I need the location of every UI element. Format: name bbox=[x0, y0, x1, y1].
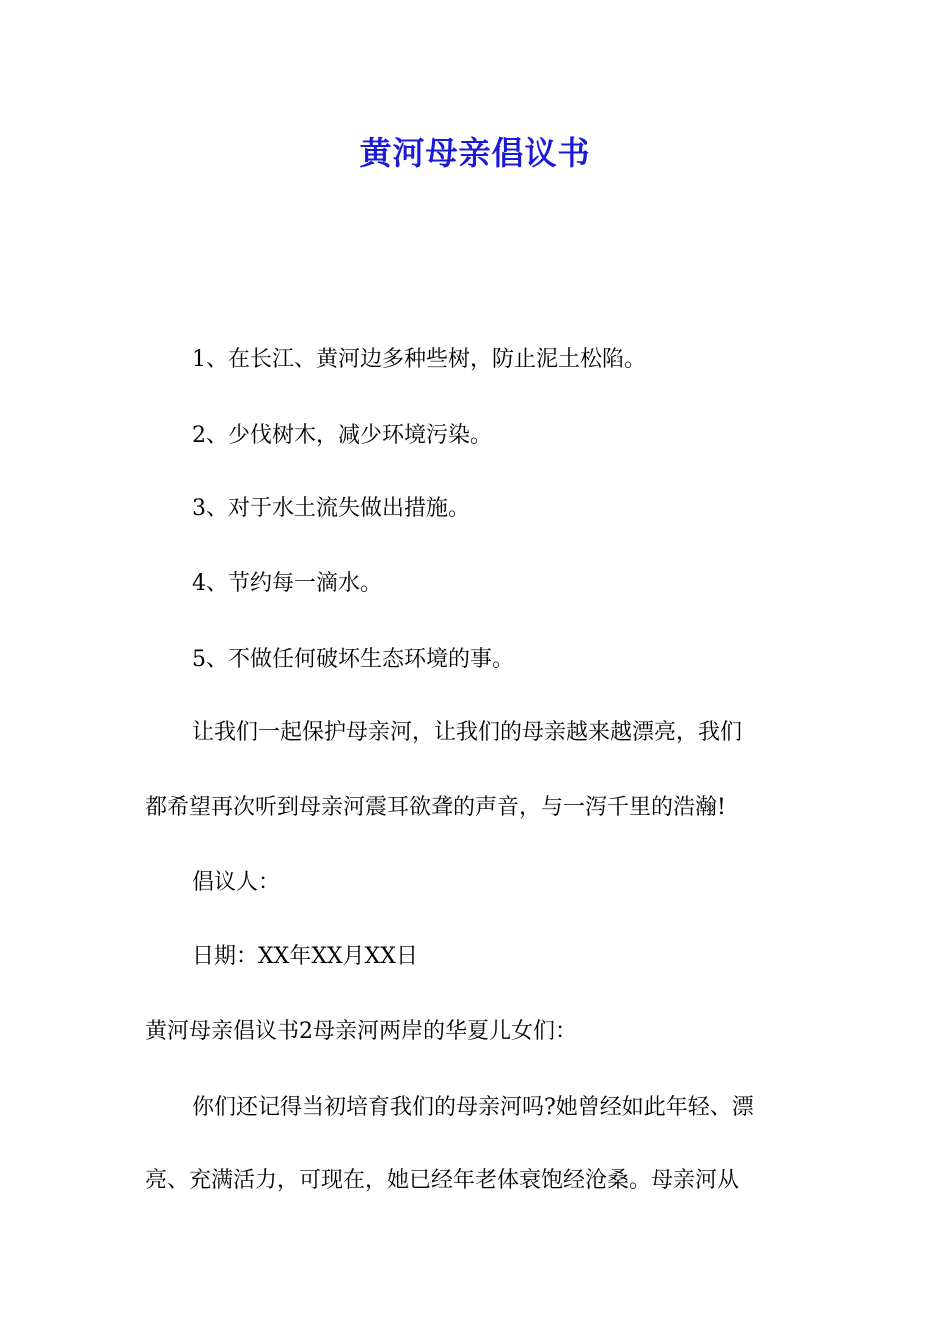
paragraph-appeal-line-2: 都希望再次听到母亲河震耳欲聋的声音，与一泻千里的浩瀚! bbox=[145, 795, 726, 820]
paragraph-body-line-2: 亮、充满活力，可现在，她已经年老体衰饱经沧桑。母亲河从 bbox=[145, 1168, 740, 1193]
paragraph-item-5: 5、不做任何破坏生态环境的事。 bbox=[192, 647, 514, 672]
paragraph-item-4: 4、节约每一滴水。 bbox=[192, 571, 382, 596]
paragraph-body-line-1: 你们还记得当初培育我们的母亲河吗?她曾经如此年轻、漂 bbox=[192, 1095, 754, 1120]
second-letter-heading: 黄河母亲倡议书2母亲河两岸的华夏儿女们： bbox=[145, 1019, 577, 1044]
date-line: 日期：XX年XX月XX日 bbox=[192, 944, 418, 969]
paragraph-appeal-line-1: 让我们一起保护母亲河，让我们的母亲越来越漂亮，我们 bbox=[192, 720, 743, 745]
paragraph-item-1: 1、在长江、黄河边多种些树，防止泥土松陷。 bbox=[192, 347, 646, 372]
paragraph-item-3: 3、对于水土流失做出措施。 bbox=[192, 496, 470, 521]
paragraph-item-2: 2、少伐树木，减少环境污染。 bbox=[192, 423, 492, 448]
document-title: 黄河母亲倡议书 bbox=[359, 134, 591, 172]
signature-label: 倡议人： bbox=[192, 870, 281, 895]
